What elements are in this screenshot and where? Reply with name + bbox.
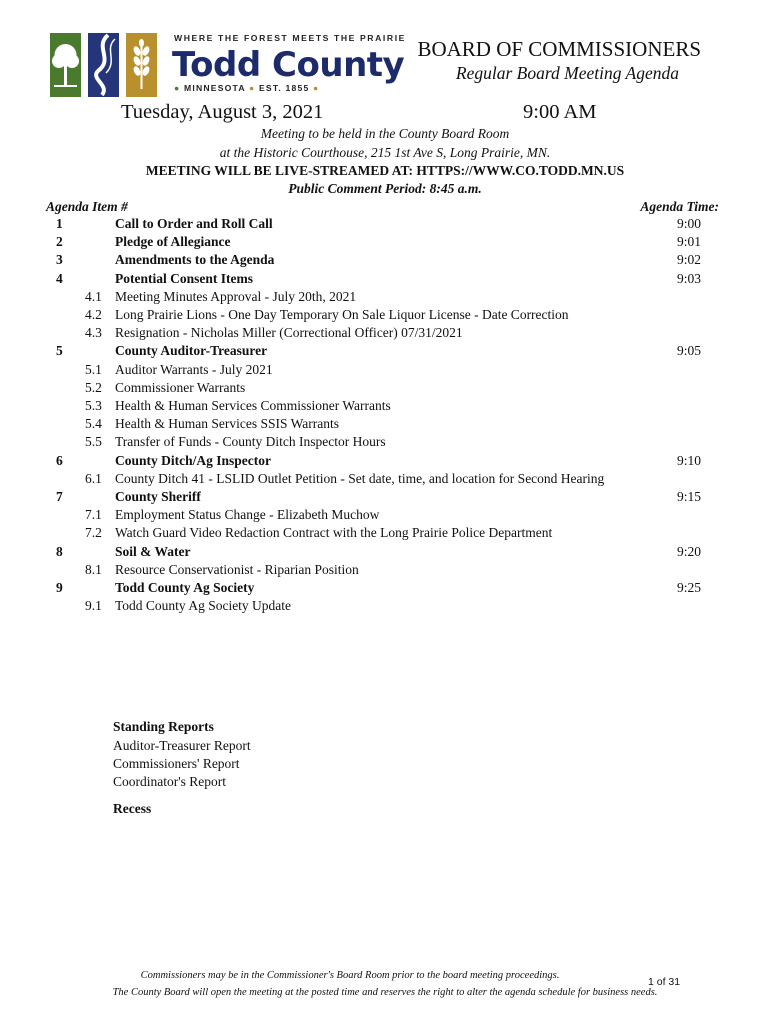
- agenda-subitem-title: Auditor Warrants - July 2021: [115, 361, 273, 377]
- agenda-item-title: Amendments to the Agenda: [115, 252, 275, 268]
- board-title: BOARD OF COMMISSIONERS: [417, 37, 701, 61]
- agenda-subitem-number: 7.2: [85, 525, 102, 541]
- agenda-item-number: 2: [56, 234, 63, 250]
- river-icon: [88, 33, 119, 97]
- agenda-subitem: [0, 380, 770, 398]
- agenda-item-time: 9:05: [676, 343, 701, 359]
- agenda-item-number: 9: [56, 580, 63, 595]
- agenda-subitem-number: 7.1: [85, 507, 102, 523]
- logo-tagline: WHERE THE FOREST MEETS THE PRAIRIE: [174, 33, 407, 43]
- agenda-item-time: 9:20: [676, 543, 701, 559]
- footer-note-2: The County Board will open the meeting at the posted time and reserves the right to alter the agenda schedule for business needs.: [112, 987, 658, 998]
- agenda-subitem: [0, 398, 770, 416]
- agenda-item: [0, 343, 770, 361]
- agenda-subitem-number: 4.2: [85, 307, 102, 322]
- agenda-subitem-title: Resignation - Nicholas Miller (Correctional Officer) 07/31/2021: [115, 325, 463, 341]
- agenda-subitem-number: 5.5: [85, 434, 102, 450]
- page-number: 1 of 31: [648, 976, 681, 988]
- logo-state: MINNESOTA: [184, 83, 246, 93]
- agenda-item: [0, 252, 770, 270]
- agenda-item-title: County Auditor-Treasurer: [115, 343, 268, 359]
- wheat-icon: [126, 33, 157, 97]
- agenda-item-title: Call to Order and Roll Call: [115, 216, 273, 231]
- agenda-subitem-number: 9.1: [85, 598, 102, 614]
- standing-report-item: Commissioners' Report: [113, 756, 240, 771]
- agenda-item-time: 9:15: [676, 489, 701, 504]
- agenda-subitem-number: 5.1: [85, 361, 102, 377]
- agenda-subitem-number: 5.3: [85, 398, 102, 413]
- agenda-subitem-title: County Ditch 41 - LSLID Outlet Petition - Set date, time, and location for Second Hearing: [115, 470, 605, 486]
- agenda-item: [0, 453, 770, 471]
- agenda-subitem-title: Health & Human Services Commissioner Warrants: [115, 398, 391, 413]
- agenda-subitem: [0, 307, 770, 325]
- agenda-item-title: Pledge of Allegiance: [115, 234, 231, 250]
- agenda-item: [0, 544, 770, 562]
- agenda-subitem-number: 4.1: [85, 288, 102, 304]
- location-line-2: at the Historic Courthouse, 215 1st Ave S, Long Prairie, MN.: [219, 145, 551, 160]
- standing-report-item: Auditor-Treasurer Report: [113, 738, 251, 753]
- agenda-item: [0, 271, 770, 289]
- standing-report-item: Coordinator's Report: [113, 774, 227, 789]
- agenda-item-time: 9:25: [676, 580, 701, 595]
- agenda-subitem-number: 5.4: [85, 416, 102, 432]
- agenda-item-time: 9:03: [676, 270, 701, 286]
- agenda-item-number: 6: [56, 452, 63, 468]
- agenda-subitem: [0, 362, 770, 380]
- agenda-item-number: 5: [56, 343, 63, 359]
- agenda-item-title: Todd County Ag Society: [115, 580, 255, 595]
- agenda-subitem-number: 4.3: [85, 325, 102, 341]
- agenda-item-time: 9:02: [676, 252, 701, 268]
- agenda-item-time: 9:00: [676, 216, 701, 231]
- agenda-subitem-title: Resource Conservationist - Riparian Position: [115, 561, 359, 577]
- agenda-subitem-title: Todd County Ag Society Update: [115, 598, 292, 614]
- agenda-subitem: [0, 562, 770, 580]
- agenda-item: [0, 489, 770, 507]
- standing-reports-heading: Standing Reports: [113, 719, 214, 734]
- agenda-item: [0, 216, 770, 234]
- agenda-subitem: [0, 434, 770, 452]
- agenda-item-title: County Ditch/Ag Inspector: [115, 452, 272, 468]
- logo-state-line: ● MINNESOTA ● EST. 1855 ●: [174, 83, 320, 93]
- logo-county-name: Todd County: [172, 45, 405, 85]
- agenda-subitem: [0, 289, 770, 307]
- agenda-subitem: [0, 471, 770, 489]
- agenda-subitem: [0, 416, 770, 434]
- agenda-subitem-number: 5.2: [85, 379, 102, 395]
- agenda-subitem-title: Watch Guard Video Redaction Contract with the Long Prairie Police Department: [115, 525, 553, 541]
- agenda-item-title: Potential Consent Items: [115, 270, 253, 286]
- location-line-1: Meeting to be held in the County Board Room: [260, 126, 510, 141]
- agenda-subitem-title: Employment Status Change - Elizabeth Muchow: [115, 507, 380, 523]
- meeting-time: 9:00 AM: [523, 101, 597, 123]
- agenda-subitem-title: Long Prairie Lions - One Day Temporary On Sale Liquor License - Date Correction: [115, 307, 569, 322]
- todd-county-logo: [50, 31, 407, 97]
- agenda-item: [0, 580, 770, 598]
- agenda-subitem-title: Transfer of Funds - County Ditch Inspector Hours: [115, 434, 386, 450]
- agenda-subitem: [0, 598, 770, 616]
- public-comment-period: Public Comment Period: 8:45 a.m.: [288, 181, 482, 196]
- agenda-item: [0, 234, 770, 252]
- agenda-item-number: 8: [56, 543, 63, 559]
- agenda-item-number: 1: [56, 216, 63, 231]
- agenda-subitem: [0, 507, 770, 525]
- board-subtitle: Regular Board Meeting Agenda: [455, 63, 679, 83]
- tree-icon: [50, 33, 81, 97]
- agenda-item-number: 7: [56, 489, 63, 504]
- meeting-date: Tuesday, August 3, 2021: [121, 101, 324, 123]
- footer-line-1: Commissioners may be in the Commissioner's Board Room prior to the board meeting proceedings.: [140, 970, 560, 981]
- recess-label: Recess: [113, 801, 152, 816]
- agenda-item-number: 3: [56, 252, 63, 268]
- logo-est: EST. 1855: [259, 83, 310, 93]
- agenda-time-header: Agenda Time:: [640, 199, 719, 214]
- agenda-item-time: 9:10: [676, 452, 701, 468]
- livestream-notice: MEETING WILL BE LIVE-STREAMED AT: HTTPS://WWW.CO.TODD.MN.US: [145, 163, 625, 178]
- agenda-subitem: [0, 325, 770, 343]
- agenda-item-title: County Sheriff: [115, 489, 201, 504]
- agenda-subitem-number: 6.1: [85, 470, 102, 486]
- agenda-subitem-title: Health & Human Services SSIS Warrants: [115, 416, 340, 432]
- agenda-subitem-number: 8.1: [85, 561, 102, 577]
- agenda-subitem-title: Commissioner Warrants: [115, 379, 246, 395]
- agenda-subitem: [0, 525, 770, 543]
- agenda-item-time: 9:01: [676, 234, 701, 250]
- agenda-item-title: Soil & Water: [115, 543, 191, 559]
- agenda-subitem-title: Meeting Minutes Approval - July 20th, 2021: [115, 288, 357, 304]
- agenda-item-header: Agenda Item #: [46, 199, 128, 214]
- agenda-item-number: 4: [56, 270, 63, 286]
